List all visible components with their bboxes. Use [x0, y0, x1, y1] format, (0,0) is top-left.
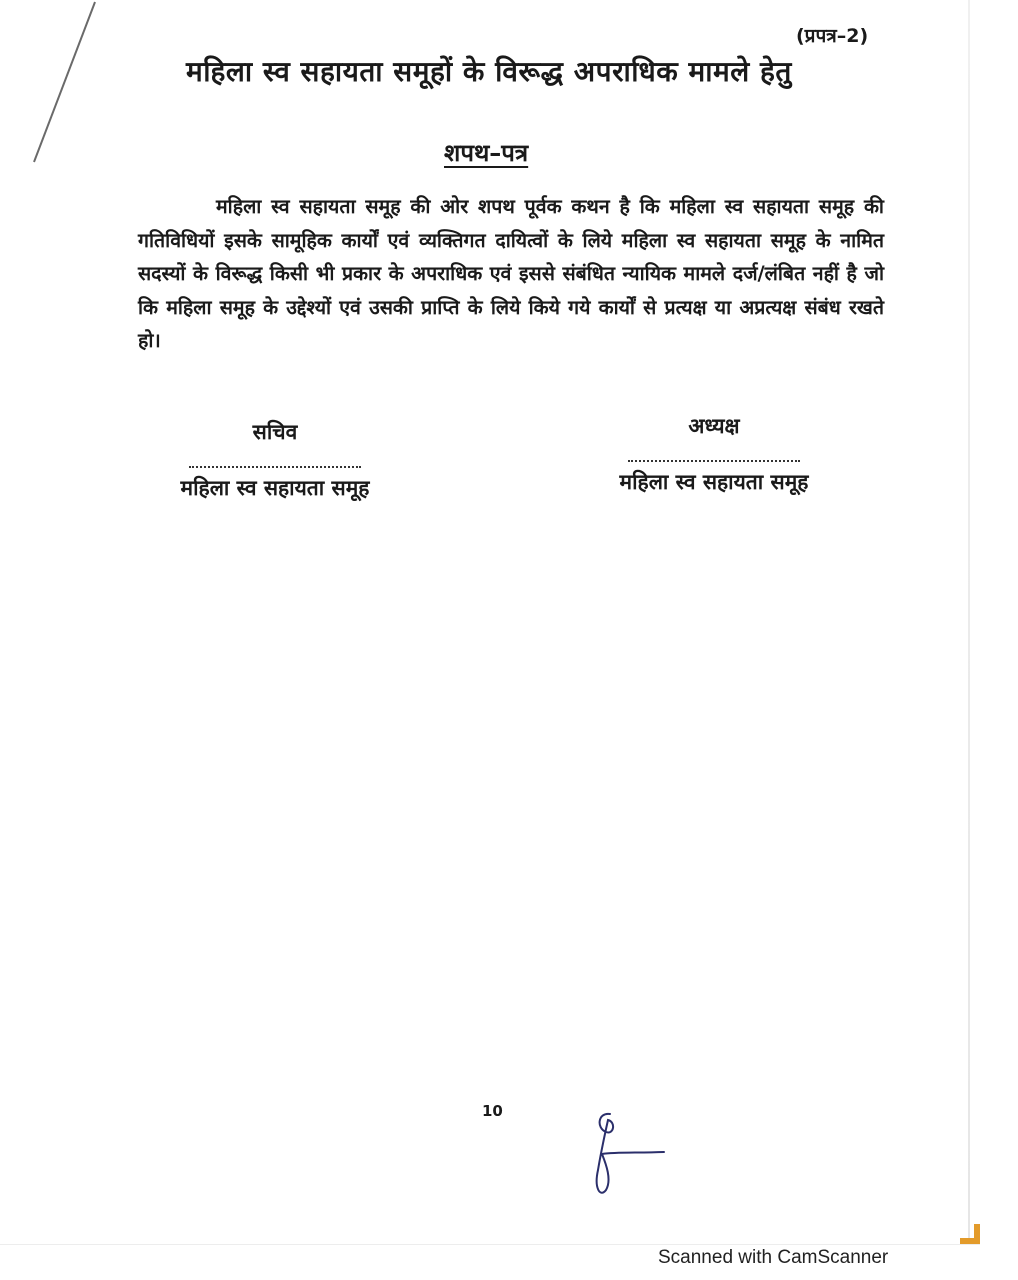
- signature-line: [628, 450, 800, 462]
- signature-line: [189, 456, 361, 468]
- page-number: 10: [482, 1102, 503, 1120]
- camscanner-logo-icon: [958, 1220, 984, 1246]
- scanner-watermark: Scanned with CamScanner: [658, 1247, 889, 1268]
- signatory-president: [598, 412, 830, 496]
- page-edge-stroke: [0, 0, 100, 170]
- affidavit-body: महिला स्व सहायता समूह की ओर शपथ पूर्वक कथन है कि महिला स्व सहायता समूह की गतिविधियों इसके सामूहिक कार्यों एवं व्यक्तिगत दायित्वों के लिये महिला स्व सहायता समूह के नामित सदस्यों के विरूद्ध किसी भी प्रकार के अपराधिक एवं इससे संबंधित न्यायिक मामले दर्ज/लंबित नहीं है जो कि महिला समूह के उद्देश्यों एवं उसकी प्राप्ति के लिये किये गये कार्यों से प्रत्यक्ष या अप्रत्यक्ष संबंध रखते हो।: [138, 195, 884, 352]
- form-reference: (प्रपत्र–2): [796, 25, 869, 47]
- affidavit-title: शपथ–पत्र: [444, 139, 529, 167]
- signatory-secretary: [162, 418, 388, 502]
- president-title: अध्यक्ष: [688, 414, 740, 438]
- president-group-name: महिला स्व सहायता समूह: [619, 470, 809, 494]
- paper-edge: [968, 0, 970, 1240]
- handwritten-signature: [586, 1108, 676, 1203]
- secretary-title: सचिव: [252, 420, 298, 444]
- document-heading: महिला स्व सहायता समूहों के विरूद्ध अपराधिक मामले हेतु: [186, 55, 792, 88]
- paper-bottom-edge: [0, 1244, 980, 1245]
- secretary-group-name: महिला स्व सहायता समूह: [180, 476, 370, 500]
